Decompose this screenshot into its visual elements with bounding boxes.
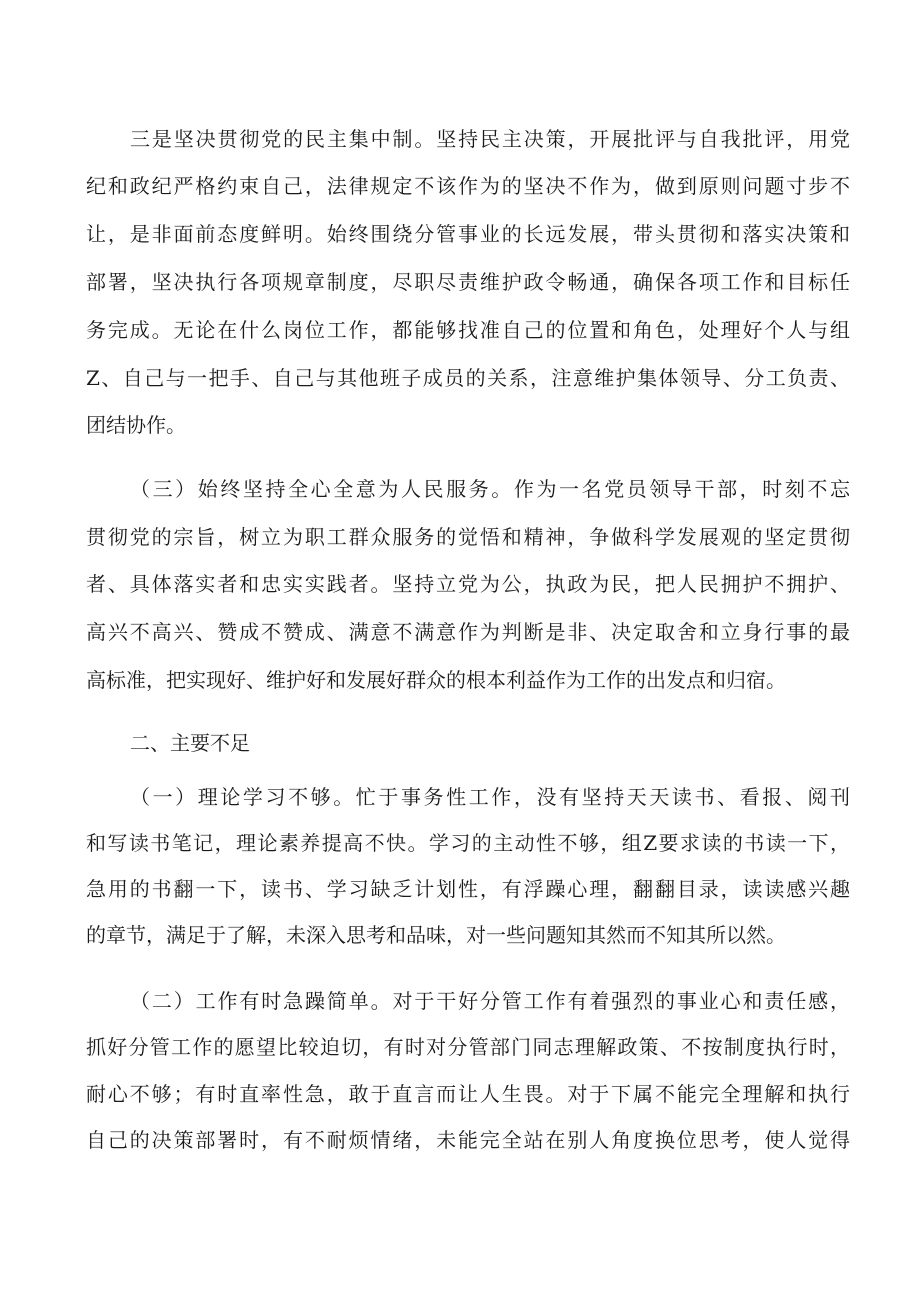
paragraph-3-line-3: 急用的书翻一下，读书、学习缺乏计划性，有浮躁心理，翻翻目录，读读感兴趣 <box>86 877 850 901</box>
paragraph-3-line-2: 和写读书笔记，理论素养提高不快。学习的主动性不够，组Z要求读的书读一下， <box>86 831 850 855</box>
section-heading: 二、主要不足 <box>130 731 250 755</box>
paragraph-2-line-3: 者、具体落实者和忠实实践者。坚持立党为公，执政为民，把人民拥护不拥护、 <box>86 572 850 596</box>
paragraph-1-line-7: 团结协作。 <box>86 413 186 437</box>
paragraph-2-line-2: 贯彻党的宗旨，树立为职工群众服务的觉悟和精神，争做科学发展观的坚定贯彻 <box>86 525 850 549</box>
paragraph-2-line-5: 高标准，把实现好、维护好和发展好群众的根本利益作为工作的出发点和归宿。 <box>86 668 786 692</box>
paragraph-4-line-2: 抓好分管工作的愿望比较迫切，有时对分管部门同志理解政策、不按制度执行时， <box>86 1035 850 1059</box>
paragraph-4-line-1: （二）工作有时急躁简单。对于干好分管工作有着强烈的事业心和责任感， <box>130 989 850 1013</box>
paragraph-2-line-4: 高兴不高兴、赞成不赞成、满意不满意作为判断是非、决定取舍和立身行事的最 <box>86 620 850 644</box>
paragraph-4-line-3: 耐心不够；有时直率性急，敢于直言而让人生畏。对于下属不能完全理解和执行 <box>86 1082 850 1106</box>
paragraph-1-line-4: 部署，坚决执行各项规章制度，尽职尽责维护政令畅通，确保各项工作和目标任 <box>86 270 850 294</box>
paragraph-1-line-1: 三是坚决贯彻党的民主集中制。坚持民主决策，开展批评与自我批评，用党 <box>130 127 850 151</box>
paragraph-3-line-4: 的章节，满足于了解，未深入思考和品味，对一些问题知其然而不知其所以然。 <box>86 923 786 947</box>
paragraph-1-line-3: 让，是非面前态度鲜明。始终围绕分管事业的长远发展，带头贯彻和落实决策和 <box>86 222 850 246</box>
paragraph-1-line-2: 纪和政纪严格约束自己，法律规定不该作为的坚决不作为，做到原则问题寸步不 <box>86 174 850 198</box>
paragraph-3-line-1: （一）理论学习不够。忙于事务性工作，没有坚持天天读书、看报、阅刊 <box>130 785 850 809</box>
paragraph-1-line-6: Z、自己与一把手、自己与其他班子成员的关系，注意维护集体领导、分工负责、 <box>86 366 850 390</box>
paragraph-1-line-5: 务完成。无论在什么岗位工作，都能够找准自己的位置和角色，处理好个人与组 <box>86 318 850 342</box>
paragraph-4-line-4: 自己的决策部署时，有不耐烦情绪，未能完全站在别人角度换位思考，使人觉得 <box>86 1128 850 1152</box>
paragraph-2-line-1: （三）始终坚持全心全意为人民服务。作为一名党员领导干部，时刻不忘 <box>130 477 850 501</box>
